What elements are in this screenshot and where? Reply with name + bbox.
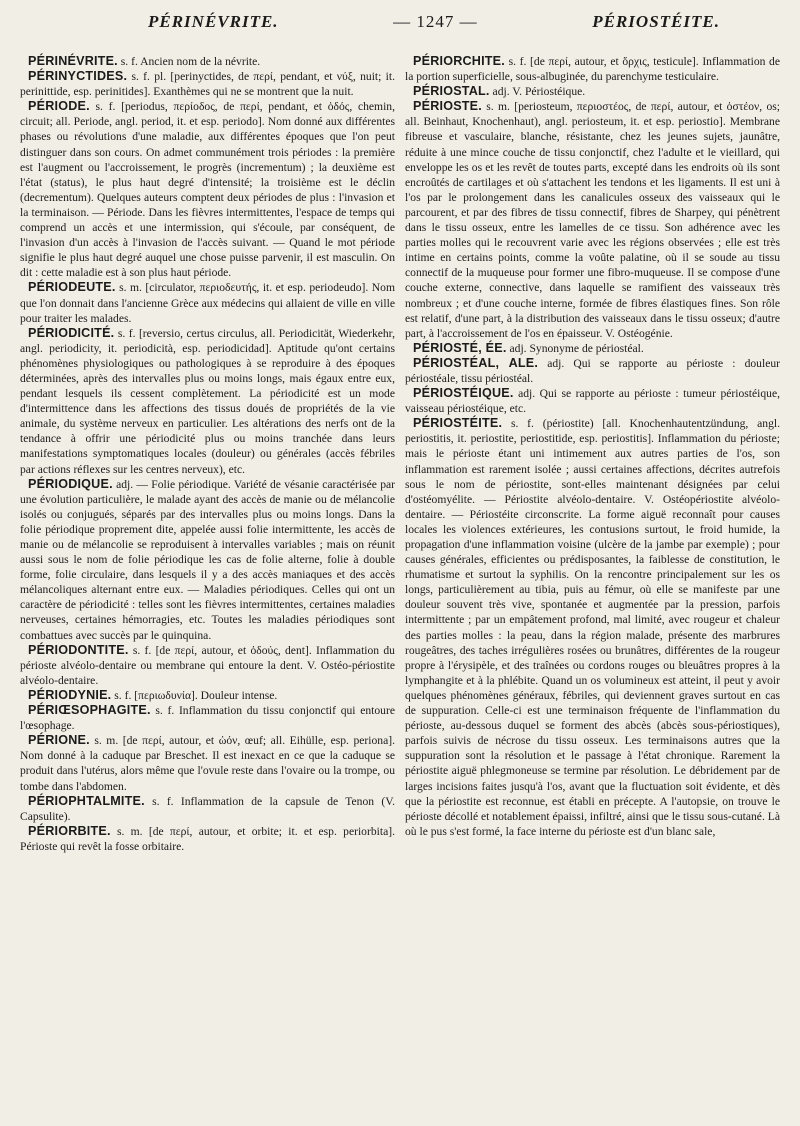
entry-definition: adj. Qui se rapporte au périoste : tumeur périostéique, vaisseau périostéique, etc. [405, 387, 781, 416]
entry-definition: s. f. [de περί, autour, et ὄρχις, testicule]. Inflammation de la portion superficielle, sous-albuginée, du parenchyme testiculaire. [405, 55, 780, 84]
entry-definition: adj. V. Périostéique. [492, 85, 586, 99]
entry-definition: s. m. [circulator, περιοδευτής, it. et esp. periodeudo]. Nom que l'on donnait dans l'ancienne Grèce aux médecins qui allaient de ville en ville pour traiter les malades. [20, 281, 395, 325]
entry-headword: PÉRINÉVRITE. [28, 54, 118, 68]
entry-headword: PÉRIONE. [28, 733, 90, 748]
entry-definition: s. f. Ancien nom de la névrite. [120, 55, 261, 68]
entry-headword: PÉRINYCTIDES. [28, 69, 128, 84]
two-column-body [20, 54, 780, 854]
entry-headword: PÉRIOPHTALMITE. [28, 793, 145, 808]
entry-definition: s. f. (périostite) [all. Knochenhautentzündung, angl. periostitis, it. periostite, periostitide, esp. periostitis]. Inflammation du périoste; mais le périoste étant uni intimement aux autres parties de l'os, son inflammation est rarement isolée ; aussi certaines affections, décrites autrefois sous le nom de périostite, sont-elles maintenant désignées par celui d'ostéomyélite. — Périostite alvéolo-dentaire. V. Ostéopériostite alvéolo-dentaire. — Périostéite circonscrite. La forme aiguë reconnaît pour causes locales les violences extérieures, les contusions surtout, le froid humide, la propagation d'une inflammation voisine (ulcère de la jambe par exemple) ; pour causes générales, efficientes ou prédisposantes, la faiblesse de constitution, le rhumatisme et surtout la syphilis. On la rencontre principalement sur les os longs, particulièrement au tibia, puis au fémur, où elle se manifeste par une douleur souvent très vive, spontanée et augmentée par la pression, parfois intermittente ; par un empâtement profond, mal limité, avec rougeur et chaleur des parties molles : la peau, dans la région malade, présente des marbrures rougeâtres, des taches irrégulières rosées ou brunâtres, différentes de la rougeur propre à l'érysipèle, et des traînées ou cordons rouges ou bleuâtres propres à la lymphangite et à la phlébite. Quand un os volumineux est atteint, il peut y avoir quelques phénomènes généraux, fébriles, qui deviennent graves surtout en cas de suppuration. Celle-ci est une terminaison fréquente de l'inflammation du périoste, au-dessous duquel se forment des abcès (abcès sous-périostiques), parfois suivis de nécrose du tissu osseux. Les terminaisons autres que la suppuration sont la résolution et le passage à l'état chronique. Rarement la périostite aiguë phlegmoneuse se termine par résolution. Le débridement par de larges incisions faites jusqu'à l'os, avant que la fluctuation soit évidente, et dès que la périostite est reconnue, est établi en précepte. A l'autopsie, on trouve le périoste décollé et notablement épaissi, infiltré, ainsi que le tissu sous-cutané. Là où le pus s'est formé, la face interne du périoste est d'un blanc sale, [405, 417, 780, 838]
entry-definition: adj. Synonyme de périostéal. [509, 341, 644, 355]
dictionary-entry [20, 703, 395, 733]
entry-definition: s. m. [periosteum, περιοστέος, de περί, autour, et ὀστέον, os; all. Beinhaut, Knochenhaut), angl. periosteum, it. et esp. periostio]. Membrane fibreuse et vasculaire, blanche, résistante, chez les jeunes sujets, jaunâtre, réduite à une mince couche de tissu conjonctif, chez l'adulte et le vieillard, qui enveloppe les os et les revêt de toutes parts, excepté dans les endroits où ils sont encroûtés de cartilages et où s'attachent les tendons et les ligaments. Il est uni à l'os par le prolongement dans les canalicules osseux des vaisseaux qui le parcourent, et par des fibres de tissu connectif, fibres de Sharpey, qui pénètrent dans le tissu osseux, entre les lamelles de ce tissu. Son adhérence avec les parties molles qui le recouvrent varie avec les régions observées ; elle est très intime en certains points, comme la voûte palatine, où il se soude au tissu connectif de la muqueuse pour former une fibro-muqueuse. Il se compose d'une couche externe, connective, dans laquelle se ramifient des vaisseaux très nombreux ; et d'une couche interne, formée de fibres élastiques fines. Son rôle est relatif, d'une part, à la distribution des vaisseaux dans le tissu osseux; d'autre part, à l'accroissement de l'os en épaisseur. V. Ostéogénie. [405, 100, 780, 340]
entry-headword: PÉRIŒSOPHAGITE. [28, 703, 151, 718]
entry-headword: PÉRIODICITÉ. [28, 325, 115, 340]
right-column [405, 54, 780, 854]
dictionary-entry [20, 99, 395, 280]
dictionary-entry [405, 386, 780, 416]
dictionary-entry [20, 280, 395, 325]
dictionary-entry [20, 54, 395, 69]
entry-definition: s. f. Inflammation de la capsule de Tenon (V. Capsulite). [20, 794, 395, 823]
entry-definition: adj. — Folie périodique. Variété de vésanie caractérisée par une évolution particulière, le malade ayant des accès de manie ou de mélancolie isolés ou conjugués, séparés par des intervalles plus ou moins longs. Dans la folie périodique proprement dite, appelée aussi folie intermittente, les accès de manie ou de mélancolie se reproduisent à intervalles variables ; mais on réunit aussi sous le nom de folie périodique les cas de folie alterne, folie à double forme, folie circulaire, dans lesquels il y a des accès maniaques et des accès mélancoliques alternant entre eux. — Maladies périodiques. Celles qui ont un caractère de périodicité : telles sont les fièvres intermittentes, certaines maladies nerveuses, certaines hémorragies, etc. Toutes les maladies périodiques sont combattues avec succès par le quinquina. [20, 477, 395, 642]
dictionary-entry [20, 326, 395, 477]
entry-definition: s. m. [de περί, autour, et ὠόν, œuf; all. Eihülle, esp. periona]. Nom donné à la caduque par Breschet. Il est inexact en ce que la caduque se produit dans l'utérus, alors même que l'ovule reste dans l'ovaire ou la trompe, ou tombe dans l'abdomen. [20, 734, 395, 793]
entry-definition: s. f. [periodus, περίοδος, de περί, pendant, et ὁδός, chemin, circuit; all. Periode, angl. period, it. et esp. periodo]. Nom donné aux différentes phases ou révolutions d'une maladie, aux différentes époques que l'on peut distinguer dans son cours. On admet communément trois périodes : la première est l'augment ou l'accroissement, le progrès (incrementum) ; la deuxième est l'état (status), le plus haut degré d'intensité; la troisième est le déclin (decrementum). Quelques auteurs comptent deux périodes de plus : l'invasion et la terminaison. — Période. Dans les fièvres intermittentes, l'espace de temps qui comprend un accès et une intermission, qui s'écoule, par conséquent, de l'invasion d'un accès à l'invasion de l'accès suivant. — Quand le mot période signifie le plus haut degré auquel une chose puisse parvenir, il est masculin. On dit : cette maladie est à son plus haut période. [20, 100, 395, 280]
entry-headword: PÉRIOSTAL. [413, 84, 490, 99]
dictionary-entry [20, 733, 395, 793]
page-number: — 1247 — [393, 12, 478, 31]
entry-definition: s. f. Inflammation du tissu conjonctif qui entoure l'œsophage. [20, 704, 395, 733]
entry-definition: s. m. [de περί, autour, et orbite; it. et esp. periorbita]. Périoste qui revêt la fosse orbitaire. [20, 824, 395, 853]
entry-definition: s. f. pl. [perinyctides, de περί, pendant, et νύξ, nuit; it. perinittide, esp. perinitides]. Exanthèmes qui ne se montrent que la nuit. [20, 70, 395, 99]
dictionary-entry [405, 54, 780, 84]
entry-definition: s. f. [de περί, autour, et ὀδούς, dent]. Inflammation du périoste alvéolo-dentaire ou membrane qui entoure la dent. V. Ostéo-périostite alvéolo-dentaire. [20, 643, 395, 687]
entry-headword: PÉRIODONTITE. [28, 642, 129, 657]
entry-definition: adj. Qui se rapporte au périoste : douleur périostéale, tissu périostéal. [405, 356, 780, 385]
header-right-word: PÉRIOSTÉITE. [592, 12, 720, 31]
dictionary-entry [20, 794, 395, 824]
entry-headword: PÉRIODIQUE. [28, 476, 113, 491]
entry-headword: PÉRIODYNIE. [28, 687, 112, 702]
dictionary-entry [20, 69, 395, 99]
entry-headword: PÉRIODE. [28, 99, 90, 114]
dictionary-entry [405, 99, 780, 341]
entry-headword: PÉRIODEUTE. [28, 280, 116, 295]
dictionary-entry [405, 341, 780, 356]
dictionary-entry [20, 643, 395, 688]
running-header [20, 12, 780, 38]
header-left-word: PÉRINÉVRITE. [148, 12, 279, 31]
entry-headword: PÉRIOSTÉAL, ALE. [413, 355, 539, 370]
dictionary-entry [405, 416, 780, 839]
entry-definition: s. f. [περιωδυνία]. Douleur intense. [114, 688, 278, 702]
left-column [20, 54, 395, 854]
dictionary-entry [405, 356, 780, 386]
dictionary-entry [20, 688, 395, 703]
entry-definition: s. f. [reversio, certus circulus, all. Periodicität, Wiederkehr, angl. periodicity, it. periodicità, esp. periodicidad]. Aptitude qu'ont certains phénomènes physiologiques ou pathologiques à se reproduire à des époques déterminées, après des intervalles plus ou moins longs, mais égaux entre eux, pendant lesquels ils cessent complètement. La périodicité est un mode d'intermittence dans les affections des tissus doués de propriétés de la vie animale, du système nerveux en particulier. Les altérations des nerfs ont de la tendance à offrir une périodicité plus ou moins tranchée dans leurs manifestations symptomatiques locales (douleur) ou générales (accès fébriles par actions réflexes sur les centres nerveux), etc. [20, 326, 395, 476]
entry-headword: PÉRIOSTÉIQUE. [413, 386, 514, 401]
entry-headword: PÉRIOSTE. [413, 99, 482, 114]
dictionary-entry [405, 84, 780, 99]
entry-headword: PÉRIOSTÉITE. [413, 416, 503, 431]
entry-headword: PÉRIORBITE. [28, 823, 111, 838]
entry-headword: PÉRIORCHITE. [413, 54, 505, 68]
dictionary-entry [20, 477, 395, 643]
dictionary-entry [20, 824, 395, 854]
entry-headword: PÉRIOSTÉ, ÉE. [413, 340, 507, 355]
